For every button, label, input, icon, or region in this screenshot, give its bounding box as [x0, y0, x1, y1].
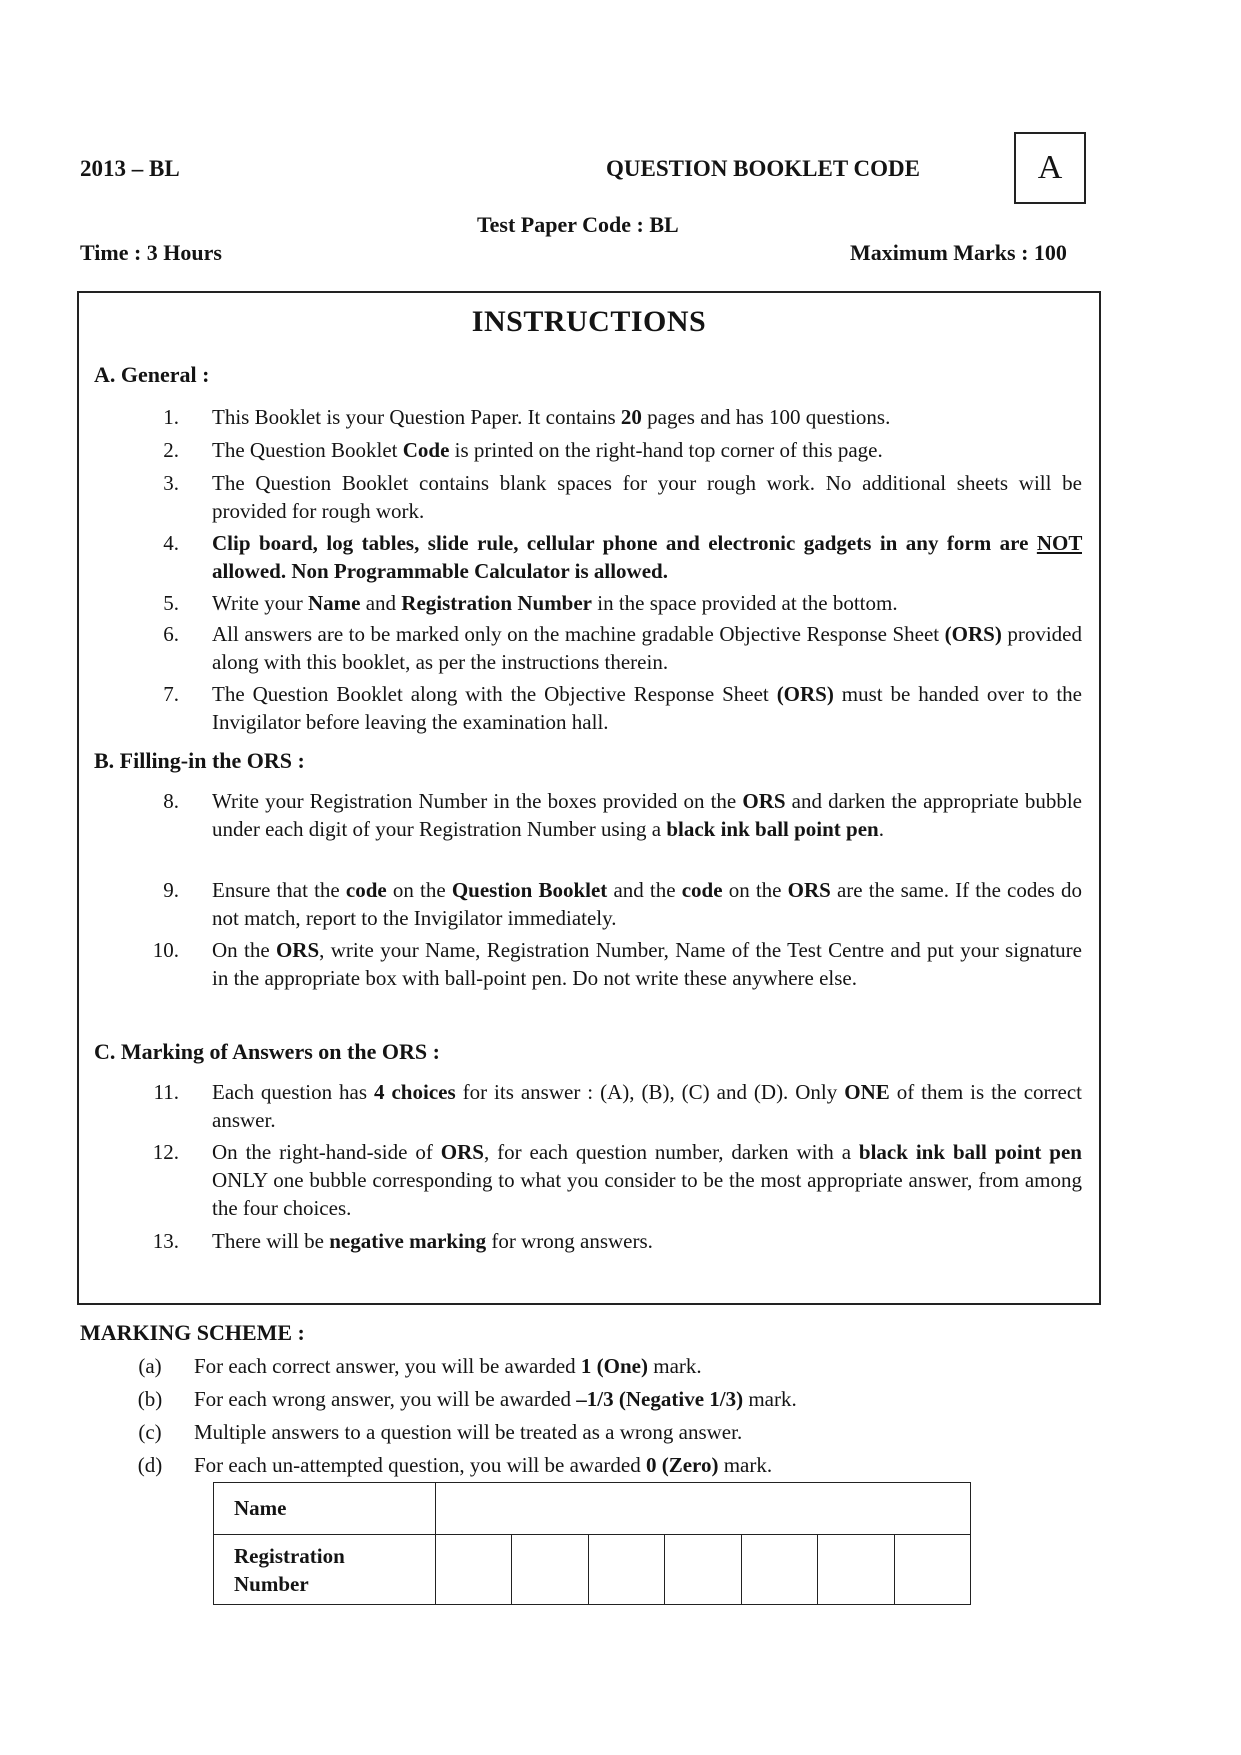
item-number: 12. [152, 1140, 179, 1164]
item-number: 4. [163, 531, 179, 555]
paper-id: 2013 – BL [80, 156, 180, 181]
item-number: 2. [163, 438, 179, 462]
item-text: Clip board, log tables, slide rule, cellular phone and electronic gadgets in any form are NOT allowed. Non Programmable Calculator is allowed. [212, 531, 1082, 583]
test-paper-code: Test Paper Code : BL [477, 212, 679, 237]
marking-item-text: For each un-attempted question, you will be awarded 0 (Zero) mark. [194, 1453, 773, 1477]
item-number: 9. [163, 878, 179, 902]
item-text: On the right-hand-side of ORS, for each question number, darken with a black ink ball point pen ONLY one bubble corresponding to what you consider to be the most appropriate answer, from among the four choices. [212, 1140, 1082, 1220]
maximum-marks: Maximum Marks : 100 [850, 240, 1067, 265]
item-text: Ensure that the code on the Question Booklet and the code on the ORS are the same. If the codes do not match, report to the Invigilator immediately. [212, 878, 1082, 930]
registration-digit-box[interactable] [818, 1535, 894, 1605]
item-number: 5. [163, 591, 179, 615]
instructions-box [77, 291, 1101, 1305]
item-text: The Question Booklet contains blank spaces for your rough work. No additional sheets will be provided for rough work. [212, 471, 1082, 523]
item-number: 7. [163, 682, 179, 706]
marking-item-label: (a) [138, 1354, 162, 1378]
booklet-code: A [1014, 132, 1086, 204]
section-heading-general: A. General : [94, 362, 210, 387]
registration-digit-box[interactable] [894, 1535, 970, 1605]
name-label: Name [214, 1483, 436, 1535]
item-number: 3. [163, 471, 179, 495]
registration-number-label [214, 1535, 436, 1605]
item-text: All answers are to be marked only on the machine gradable Objective Response Sheet (ORS) provided along with this booklet, as per the instructions therein. [212, 622, 1082, 674]
item-text: There will be negative marking for wrong answers. [212, 1229, 653, 1253]
item-text: The Question Booklet along with the Objective Response Sheet (ORS) must be handed over to the Invigilator before leaving the examination hall. [212, 682, 1082, 734]
registration-label-line2: Number [234, 1571, 309, 1596]
item-number: 8. [163, 789, 179, 813]
item-text: On the ORS, write your Name, Registration Number, Name of the Test Centre and put your signature in the appropriate box with ball-point pen. Do not write these anywhere else. [212, 938, 1082, 990]
item-text: Each question has 4 choices for its answer : (A), (B), (C) and (D). Only ONE of them is the correct answer. [212, 1080, 1082, 1132]
item-text: Write your Registration Number in the boxes provided on the ORS and darken the appropriate bubble under each digit of your Registration Number using a black ink ball point pen. [212, 789, 1082, 841]
section-heading-marking-answers: C. Marking of Answers on the ORS : [94, 1039, 440, 1064]
candidate-id-table [213, 1482, 971, 1605]
item-number: 13. [152, 1229, 179, 1253]
registration-digit-box[interactable] [741, 1535, 817, 1605]
section-heading-filling-ors: B. Filling-in the ORS : [94, 748, 305, 773]
item-number: 6. [163, 622, 179, 646]
marking-item-label: (b) [137, 1387, 163, 1411]
booklet-code-label: QUESTION BOOKLET CODE [606, 156, 920, 181]
marking-item-text: For each wrong answer, you will be awarded –1/3 (Negative 1/3) mark. [194, 1387, 797, 1411]
marking-scheme-heading: MARKING SCHEME : [80, 1320, 305, 1345]
marking-item-label: (c) [138, 1420, 162, 1444]
item-number: 1. [163, 405, 179, 429]
instructions-title: INSTRUCTIONS [471, 305, 707, 338]
registration-digit-box[interactable] [665, 1535, 741, 1605]
name-field[interactable] [436, 1483, 971, 1535]
item-number: 10. [152, 938, 179, 962]
registration-digit-box[interactable] [588, 1535, 664, 1605]
marking-item-text: Multiple answers to a question will be treated as a wrong answer. [194, 1420, 743, 1444]
time-allowed: Time : 3 Hours [80, 240, 222, 265]
registration-digit-box[interactable] [436, 1535, 512, 1605]
item-text: Write your Name and Registration Number in the space provided at the bottom. [212, 591, 898, 615]
item-text: This Booklet is your Question Paper. It contains 20 pages and has 100 questions. [212, 405, 891, 429]
item-number: 11. [153, 1080, 179, 1104]
marking-item-label: (d) [137, 1453, 163, 1477]
registration-label-line1: Registration [234, 1543, 345, 1568]
item-text: The Question Booklet Code is printed on the right-hand top corner of this page. [212, 438, 883, 462]
registration-digit-box[interactable] [512, 1535, 588, 1605]
marking-item-text: For each correct answer, you will be awarded 1 (One) mark. [194, 1354, 702, 1378]
